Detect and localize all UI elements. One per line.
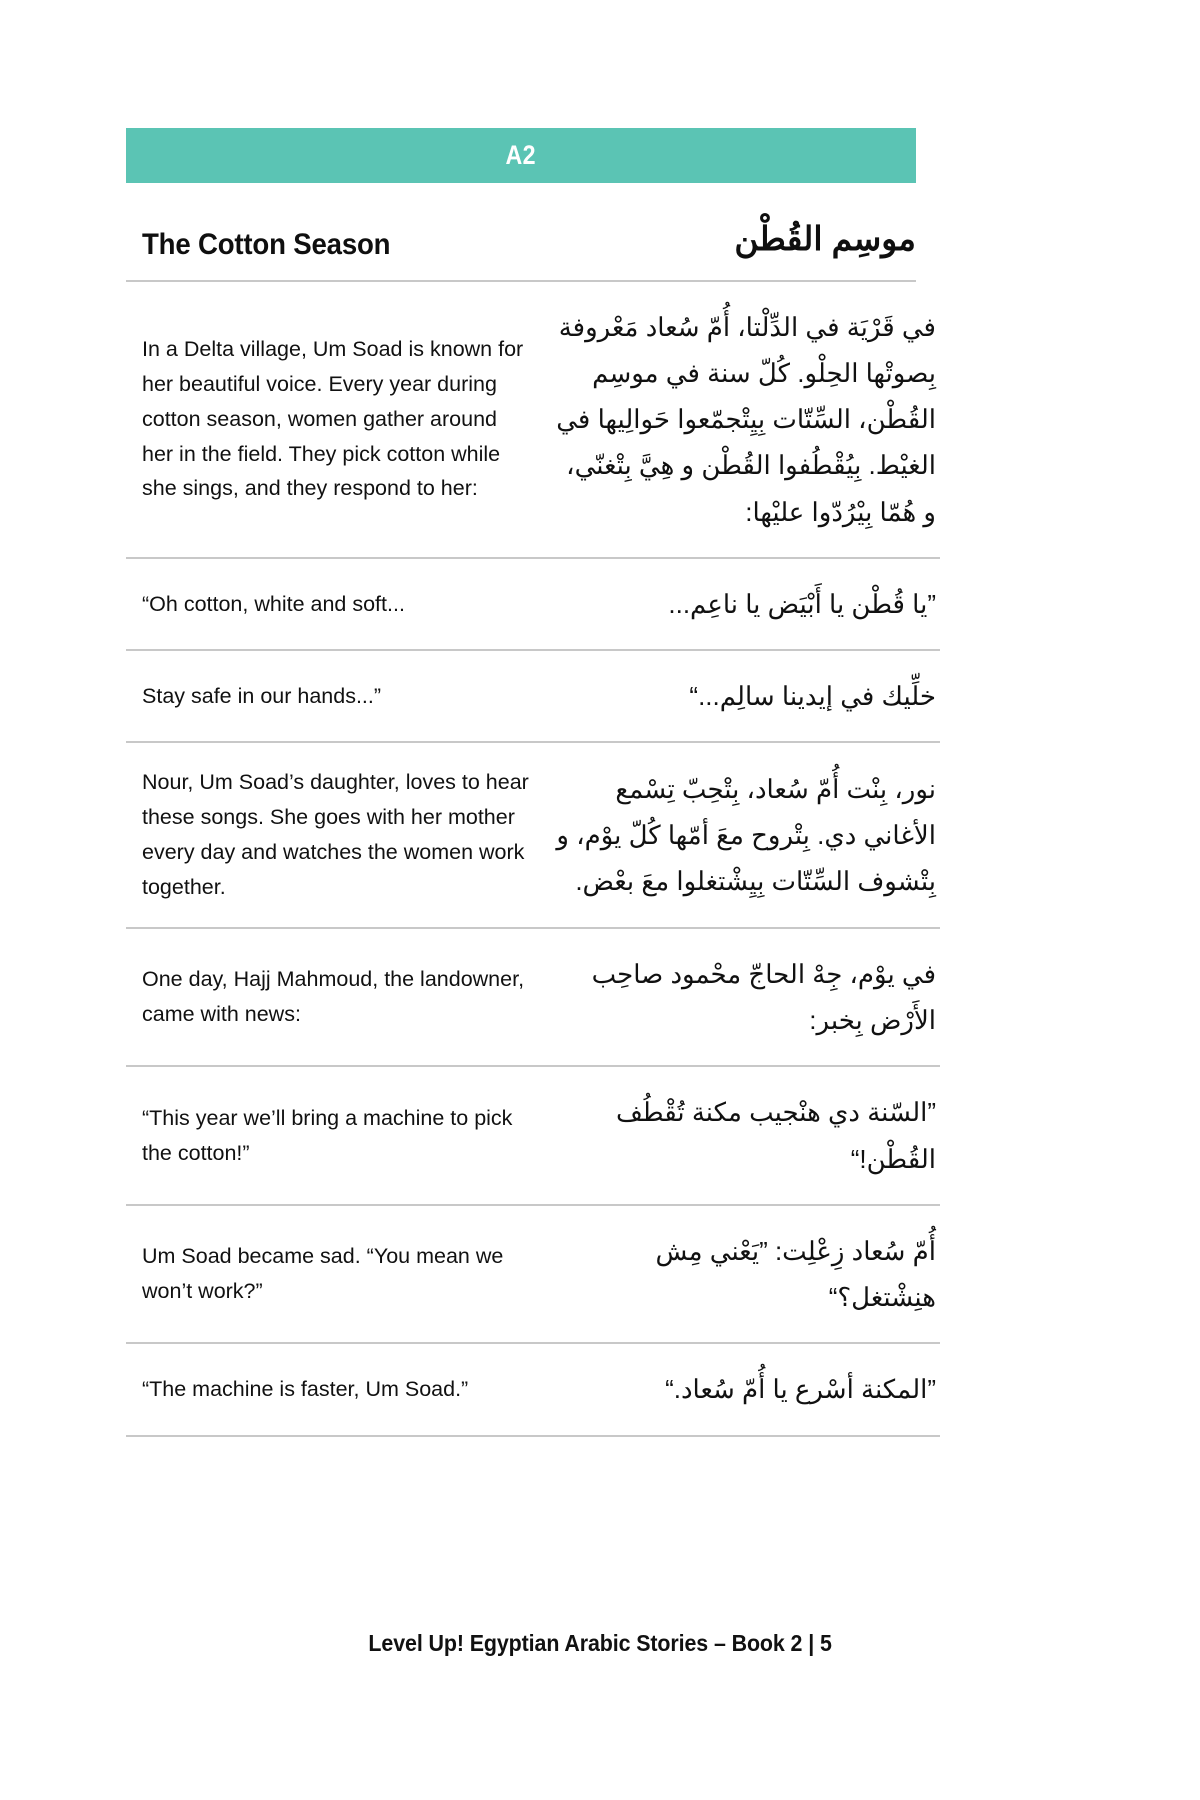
story-cell-arabic: ”يا قُطْن يا أَبْيَض يا ناعِم...: [668, 588, 936, 619]
story-row: [126, 1343, 940, 1435]
story-cell-arabic: ”السّنة دي هنْجيب مكنة تُقْطُف القُطْن!“: [615, 1097, 936, 1174]
story-table-body: [126, 282, 940, 1436]
story-cell-english: “Oh cotton, white and soft...: [142, 591, 405, 616]
story-cell-arabic: ”المكنة أسْرع يا أُمّ سُعاد.“: [665, 1374, 936, 1405]
story-row: [126, 558, 940, 650]
story-cell-arabic: نور، بِنْت أُمّ سُعاد، بِتْحِبّ تِسْمع الأغاني دي. بِتْروح معَ أمّها كُلّ يوْم، و بِتْشوف السِّتّات بِيِشْتغلوا معَ بعْض.: [556, 773, 936, 897]
story-cell-arabic: خلِّيك في إيدينا سالِم...“: [689, 681, 936, 712]
level-banner: [126, 128, 916, 183]
story-row: [126, 282, 940, 558]
story-row: [126, 1205, 940, 1344]
story-row: [126, 650, 940, 742]
story-cell-english: Um Soad became sad. “You mean we won’t work?”: [142, 1244, 504, 1304]
story-cell-english: In a Delta village, Um Soad is known for her beautiful voice. Every year during cotton season, women gather around her in the field. They pick cotton while she sings, and they respond to her:: [142, 337, 524, 501]
footer-label: Level Up! Egyptian Arabic Stories – Book 2 | 5: [368, 1630, 832, 1656]
story-cell-english: Nour, Um Soad’s daughter, loves to hear these songs. She goes with her mother every day and watches the women work together.: [142, 770, 529, 899]
story-title-english: The Cotton Season: [142, 227, 391, 261]
story-cell-arabic: في قَرْيَة في الدِّلْتا، أُمّ سُعاد مَعْروفة بِصوتْها الحِلْو. كُلّ سنة في موسِم القُطْن، السِّتّات بِيِتْجمّعوا حَوالِيها في الغيْط. بِيُقْطُفوا القُطْن و هِيَّ بِتْغنّي، و هُمّا بِيْرُدّوا عليْها:: [556, 311, 936, 527]
story-cell-english: One day, Hajj Mahmoud, the landowner, came with news:: [142, 967, 525, 1026]
level-badge-label: A2: [505, 140, 537, 170]
story-cell-english: “The machine is faster, Um Soad.”: [142, 1377, 469, 1402]
story-title-row: [126, 183, 916, 282]
story-row: [126, 742, 940, 927]
story-row: [126, 1066, 940, 1205]
page-footer: [0, 1630, 1200, 1657]
story-cell-english: “This year we’ll bring a machine to pick the cotton!”: [142, 1105, 513, 1165]
story-cell-english: Stay safe in our hands...”: [142, 683, 382, 708]
story-title-arabic: موسِم القُطْن: [734, 220, 916, 257]
story-cell-arabic: في يوْم، جِهْ الحاجّ محْمود صاحِب الأَرْض بِخبر:: [591, 958, 936, 1035]
story-table: [126, 282, 940, 1437]
story-cell-arabic: أُمّ سُعاد زِعْلِت: ”يَعْني مِش هنِشْتغل؟“: [655, 1235, 936, 1313]
story-row: [126, 928, 940, 1067]
